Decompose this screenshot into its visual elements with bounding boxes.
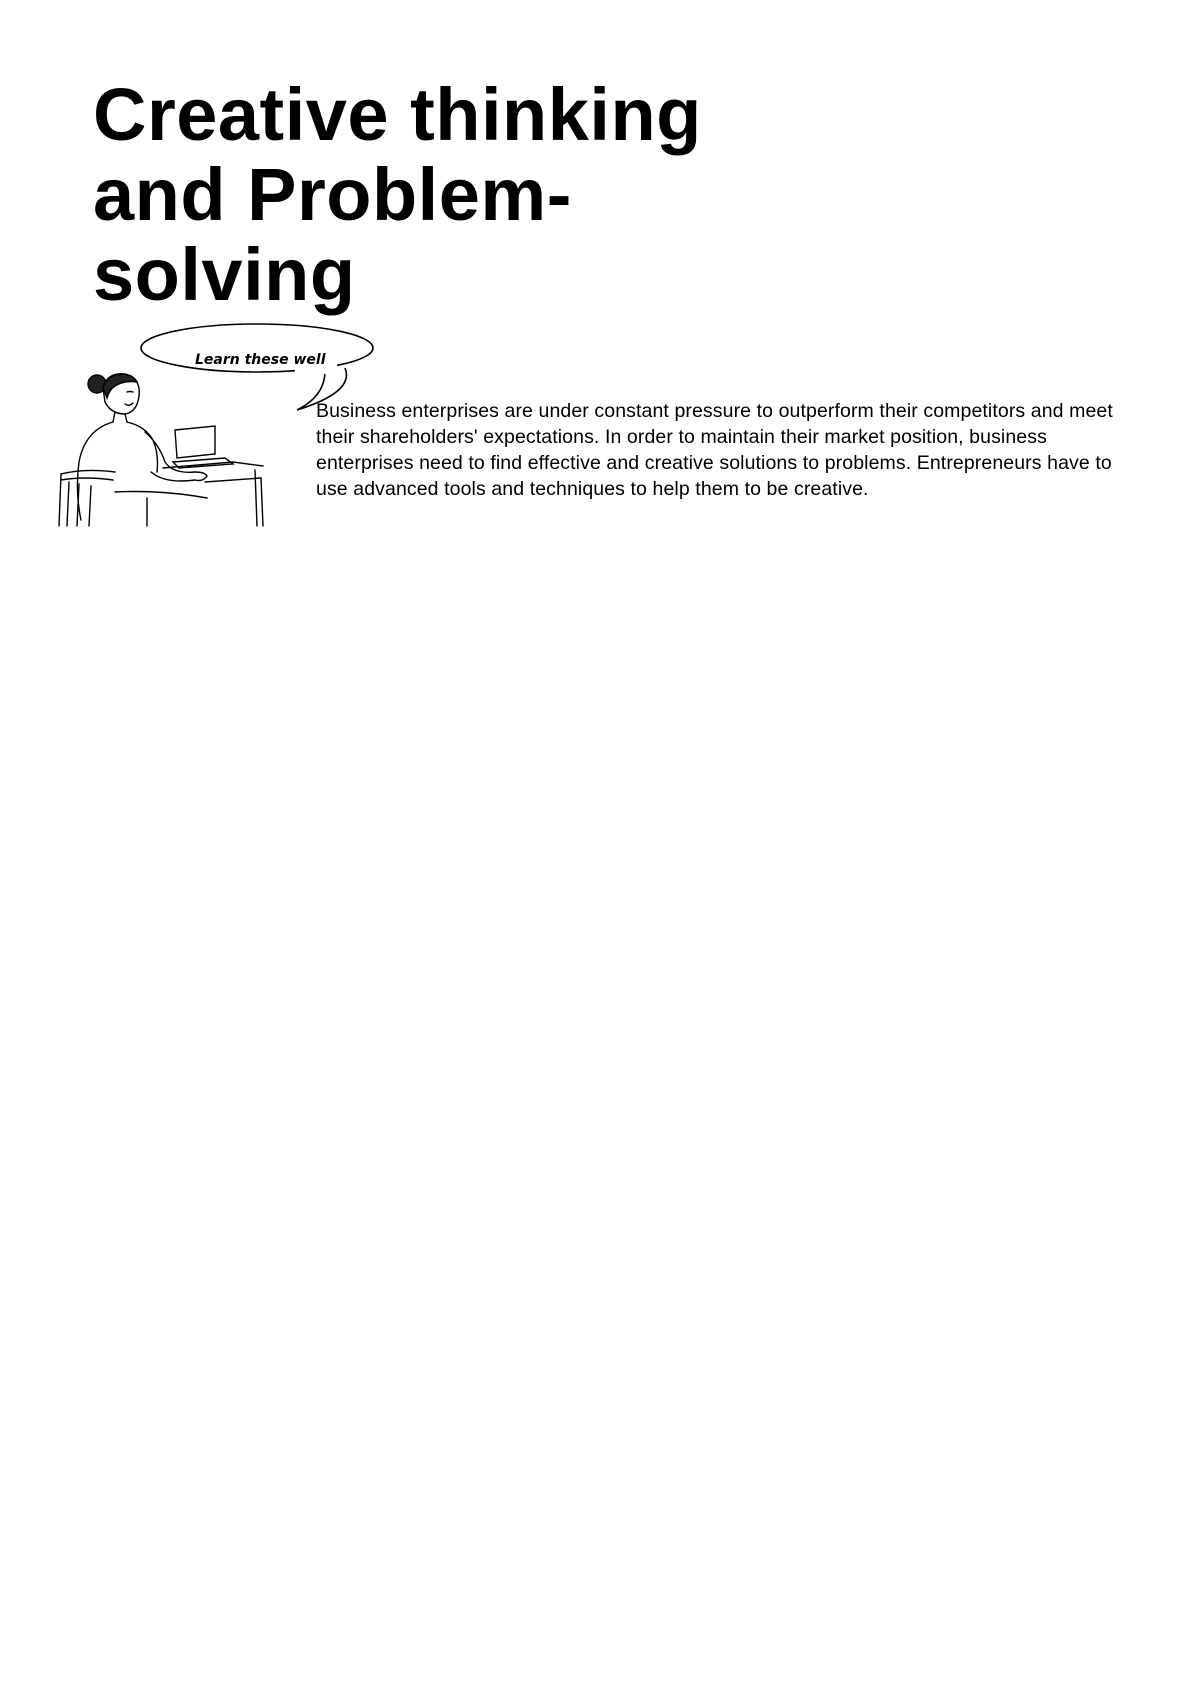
intro-paragraph: Business enterprises are under constant pressure to outperform their competitors and meet their shareholders' expectations. In order to maintain their market position, business enterprises need to find effective and creative solutions to problems. Entrepreneurs have to use advanced tools and techniques to help them to be creative. [316, 400, 1113, 500]
speech-bubble-text: Learn these well [195, 352, 326, 368]
page-title: Creative thinking and Problem-solving [93, 73, 702, 316]
woman-at-laptop-icon [59, 374, 263, 526]
